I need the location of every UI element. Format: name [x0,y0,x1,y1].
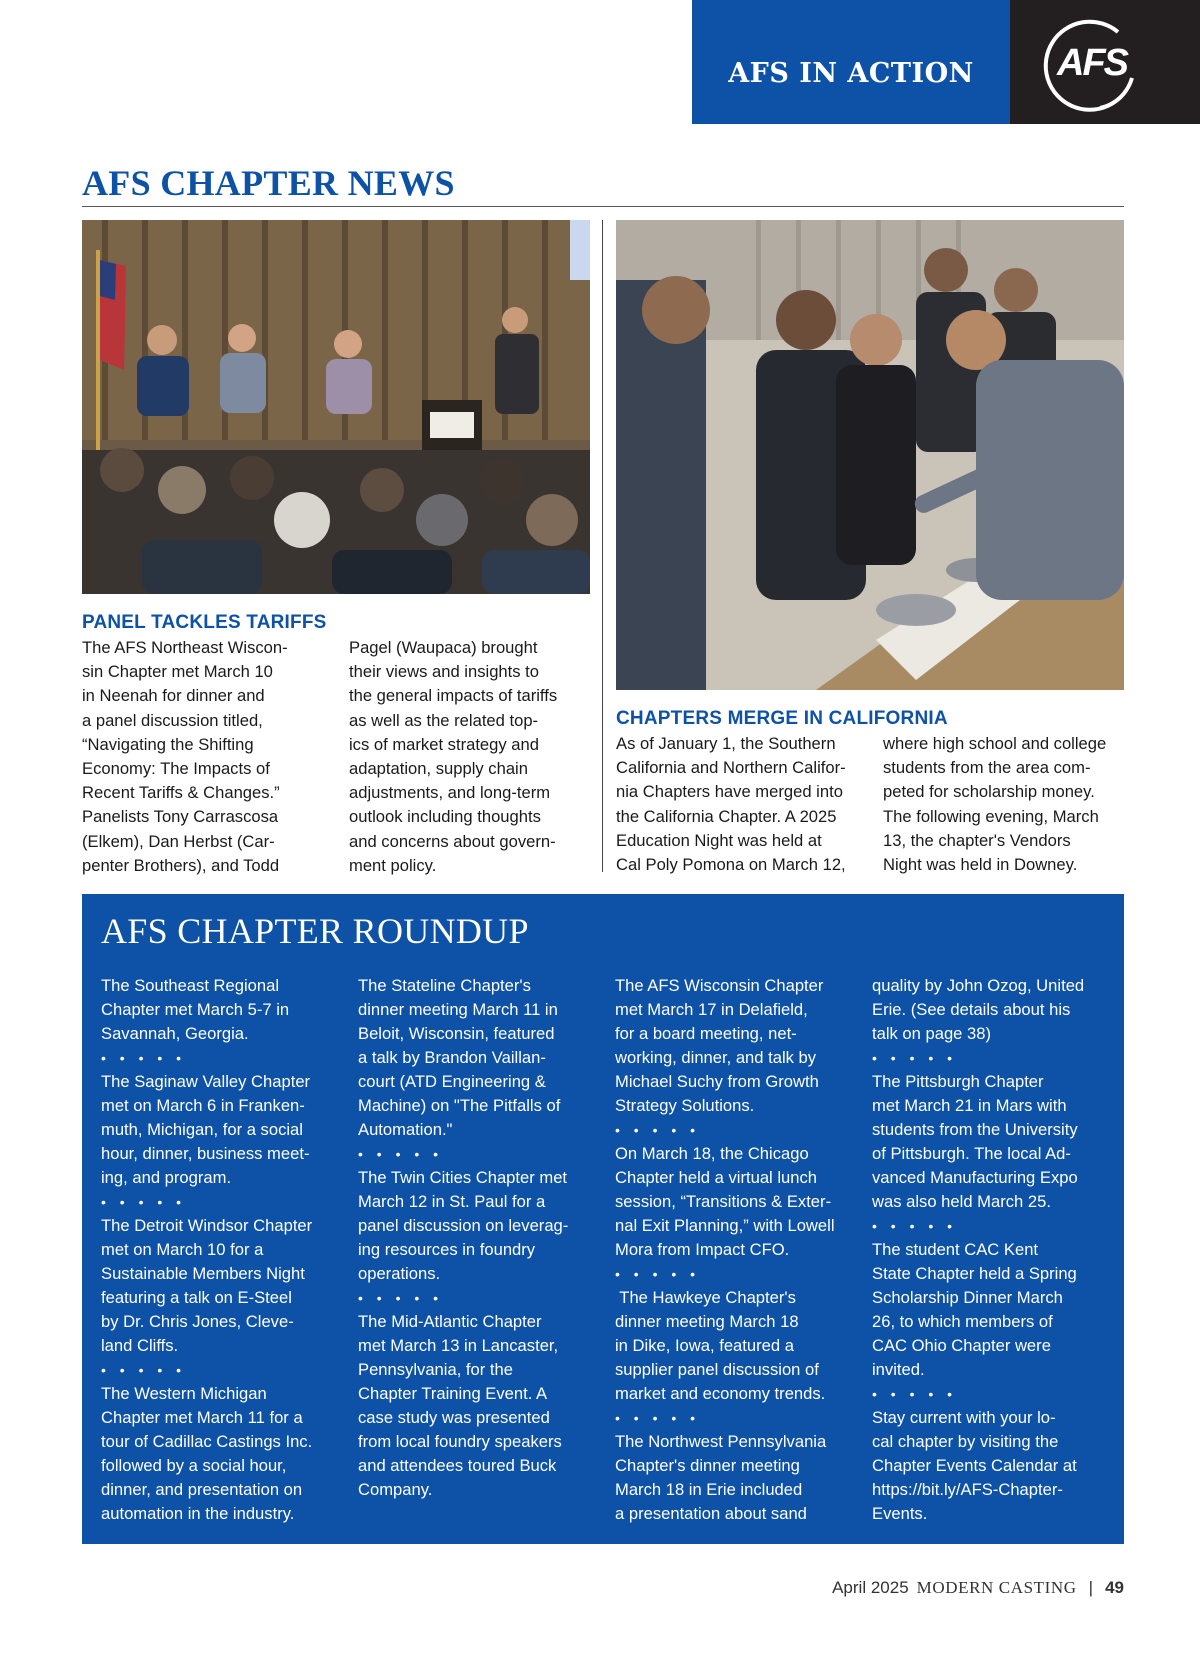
separator-dots: • • • • • [101,1050,187,1066]
section-label: AFS IN ACTION [728,57,974,89]
page-title: AFS CHAPTER NEWS [82,163,455,203]
page-number: 49 [1105,1578,1124,1597]
footer-divider: | [1088,1578,1094,1597]
separator-dots: • • • • • [101,1194,187,1210]
separator-dots: • • • • • [615,1410,701,1426]
separator-dots: • • • • • [101,1362,187,1378]
separator-dots: • • • • • [872,1050,958,1066]
roundup-item: The Hawkeye Chapter's dinner meeting March 18 in Dike, Iowa, featured a supplier panel discussion of market and economy trends. [615,1288,826,1403]
roundup-item: On March 18, the Chicago Chapter held a virtual lunch session, “Transitions & Exter- nal Exit Planning,” with Lowell Mora from Impact CFO. [615,1144,835,1259]
separator-dots: • • • • • [615,1266,701,1282]
roundup-column-4 [872,974,1110,1526]
roundup-item: The Saginaw Valley Chapter met on March 6 in Franken- muth, Michigan, for a social hour, dinner, business meet- ing, and program. [101,1072,311,1187]
column-divider [602,220,603,872]
roundup-item: The AFS Wisconsin Chapter met March 17 in Delafield, for a board meeting, net- working, dinner, and talk by Michael Suchy from Growth Strategy Solutions. [615,976,824,1115]
roundup-item: The Stateline Chapter's dinner meeting March 11 in Beloit, Wisconsin, featured a talk by Brandon Vaillan- court (ATD Engineering & Machine) on "The Pitfalls of Automation." [358,976,561,1139]
roundup-column-3 [615,974,853,1526]
roundup-item: The Pittsburgh Chapter met March 21 in Mars with students from the University of Pittsburgh. The local Ad- vanced Manufacturing Expo was also held March 25. [872,1072,1078,1211]
story-tariffs-col2: Pagel (Waupaca) brought their views and insights to the general impacts of tariffs as well as the related top- ics of market strategy and adaptation, supply chain adjustments, and long-term outlook including thoughts and concerns about govern- ment policy. [349,638,558,875]
story-california-col1: As of January 1, the Southern California and Northern Califor- nia Chapters have merged into the California Chapter. A 2025 Education Night was held at Cal Poly Pomona on March 12, [616,734,846,875]
panel-discussion-photo [82,220,590,594]
roundup-item: Stay current with your lo- cal chapter by visiting the Chapter Events Calendar at https://bit.ly/AFS-Chapter- Events. [872,1408,1077,1523]
story-tariffs-col1: The AFS Northeast Wiscon- sin Chapter met March 10 in Neenah for dinner and a panel discussion titled, “Navigating the Shifting Economy: The Impacts of Recent Tariffs & Changes.” Panelists Tony Carrascosa (Elkem), Dan Herbst (Car- penter Brothers), and Todd [82,638,288,875]
afs-logo-block [1010,0,1200,124]
story-heading-california: CHAPTERS MERGE IN CALIFORNIA [616,708,948,729]
roundup-item: The Twin Cities Chapter met March 12 in St. Paul for a panel discussion on leverag- ing resources in foundry operations. [358,1168,569,1283]
page-footer [832,1578,1124,1598]
story-california-col2: where high school and college students from the area com- peted for scholarship money. The following evening, March 13, the chapter's Vendors Night was held in Downey. [883,734,1107,875]
roundup-column-1 [101,974,339,1526]
separator-dots: • • • • • [872,1218,958,1234]
roundup-item: The Western Michigan Chapter met March 11 for a tour of Cadillac Castings Inc. followed by a social hour, dinner, and presentation on automation in the industry. [101,1384,313,1523]
roundup-item: quality by John Ozog, United Erie. (See details about his talk on page 38) [872,976,1085,1043]
magazine-name: MODERN CASTING [916,1578,1077,1597]
roundup-column-2 [358,974,596,1502]
title-rule [82,206,1124,207]
section-banner [692,0,1010,124]
roundup-item: The Mid-Atlantic Chapter met March 13 in Lancaster, Pennsylvania, for the Chapter Training Event. A case study was presented from local foundry speakers and attendees toured Buck Company. [358,1312,562,1499]
chapter-roundup-box [82,894,1124,1544]
roundup-item: The Northwest Pennsylvania Chapter's dinner meeting March 18 in Erie included a presentation about sand [615,1432,827,1523]
separator-dots: • • • • • [358,1146,444,1162]
roundup-item: The student CAC Kent State Chapter held a Spring Scholarship Dinner March 26, to which members of CAC Ohio Chapter were invited. [872,1240,1077,1379]
roundup-item: The Southeast Regional Chapter met March 5-7 in Savannah, Georgia. [101,976,290,1043]
separator-dots: • • • • • [872,1386,958,1402]
afs-logo-text: AFS [1057,42,1127,84]
students-castings-photo [616,220,1124,690]
separator-dots: • • • • • [615,1122,701,1138]
roundup-item: The Detroit Windsor Chapter met on March 10 for a Sustainable Members Night featuring a talk on E-Steel by Dr. Chris Jones, Cleve- land Cliffs. [101,1216,313,1355]
issue-date: April 2025 [832,1578,909,1597]
separator-dots: • • • • • [358,1290,444,1306]
story-heading-tariffs: PANEL TACKLES TARIFFS [82,612,327,633]
roundup-title: AFS CHAPTER ROUNDUP [101,911,529,951]
